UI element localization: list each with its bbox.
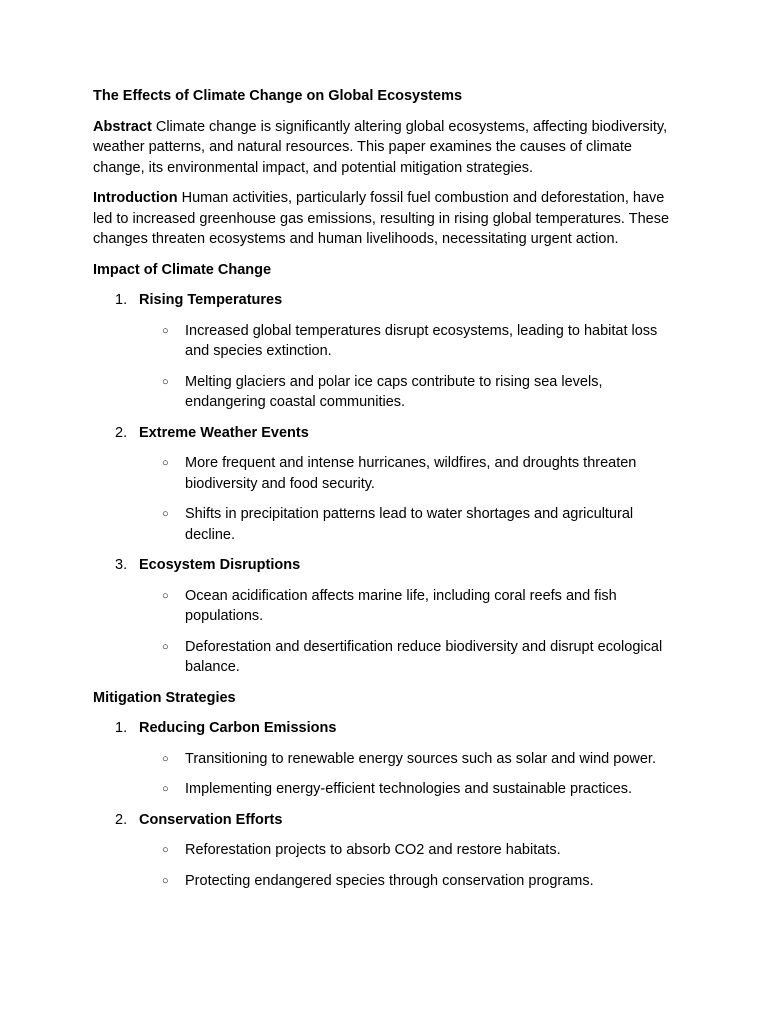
list-item	[93, 423, 683, 546]
abstract-paragraph	[93, 117, 683, 179]
list-item-header	[93, 718, 683, 739]
bullet-circle-icon: ○	[162, 874, 169, 887]
bullet-point	[93, 637, 683, 678]
bullet-text: Implementing energy-efficient technologies and sustainable practices.	[185, 781, 633, 797]
abstract-lead: Abstract	[93, 118, 152, 135]
bullet-point	[93, 586, 683, 627]
section-heading: Mitigation Strategies	[93, 689, 236, 706]
section-impact	[93, 260, 683, 678]
introduction-paragraph	[93, 188, 683, 250]
bullet-circle-icon: ○	[162, 640, 169, 653]
bullet-point	[93, 453, 683, 494]
bullet-text: Deforestation and desertification reduce biodiversity and disrupt ecological balance.	[185, 638, 663, 675]
list-item-title: Reducing Carbon Emissions	[139, 720, 337, 736]
bullet-text: Shifts in precipitation patterns lead to water shortages and agricultural decline.	[185, 506, 634, 543]
list-item-title: Extreme Weather Events	[139, 424, 309, 441]
document-page	[93, 86, 683, 901]
list-item-header	[93, 555, 683, 576]
bullet-text: Reforestation projects to absorb CO2 and restore habitats.	[185, 842, 561, 858]
bullet-circle-icon: ○	[162, 844, 169, 856]
list-item-title: Conservation Efforts	[139, 811, 283, 828]
bullet-circle-icon: ○	[162, 457, 169, 469]
introduction-text: Human activities, particularly fossil fuel combustion and deforestation, have led to increased greenhouse gas emissions, resulting in rising global temperatures. These changes threaten ecosystems and human livelihoods, necessitating urgent action.	[93, 190, 670, 247]
bullet-circle-icon: ○	[162, 324, 169, 337]
list-item-number: 2.	[115, 811, 128, 828]
list-item-header	[93, 290, 683, 311]
bullet-text: Ocean acidification affects marine life, including coral reefs and fish populations.	[185, 587, 617, 624]
bullet-text: Melting glaciers and polar ice caps contribute to rising sea levels, endangering coastal communities.	[185, 373, 603, 410]
list-item	[93, 718, 683, 800]
section-heading: Impact of Climate Change	[93, 261, 272, 278]
list-item-number: 3.	[115, 557, 128, 573]
document-title: The Effects of Climate Change on Global Ecosystems	[93, 88, 463, 104]
list-item-number: 1.	[115, 720, 128, 736]
bullet-point	[93, 749, 683, 770]
bullet-text: Increased global temperatures disrupt ecosystems, leading to habitat loss and species extinction.	[185, 322, 658, 359]
bullet-circle-icon: ○	[162, 508, 169, 520]
list-item-header	[93, 423, 683, 444]
list-item-header	[93, 810, 683, 831]
bullet-text: Transitioning to renewable energy sources such as solar and wind power.	[185, 750, 656, 767]
bullet-text: More frequent and intense hurricanes, wildfires, and droughts threaten biodiversity and food security.	[185, 455, 637, 492]
list-item-number: 2.	[115, 424, 128, 441]
list-item	[93, 555, 683, 678]
bullet-circle-icon: ○	[162, 375, 169, 388]
list-item	[93, 810, 683, 892]
list-item-title: Ecosystem Disruptions	[139, 557, 301, 573]
bullet-circle-icon: ○	[162, 752, 169, 765]
bullet-point	[93, 504, 683, 545]
list-item	[93, 290, 683, 413]
introduction-lead: Introduction	[93, 190, 178, 206]
bullet-point	[93, 779, 683, 800]
bullet-circle-icon: ○	[162, 783, 169, 795]
bullet-circle-icon: ○	[162, 589, 169, 602]
section-mitigation	[93, 688, 683, 892]
abstract-text: Climate change is significantly altering global ecosystems, affecting biodiversity, weather patterns, and natural resources. This paper examines the causes of climate change, its environmental impact, and potential mitigation strategies.	[93, 118, 668, 176]
bullet-point	[93, 840, 683, 861]
bullet-text: Protecting endangered species through conservation programs.	[185, 872, 594, 889]
bullet-point	[93, 372, 683, 413]
list-item-number: 1.	[115, 292, 128, 308]
bullet-point	[93, 871, 683, 892]
bullet-point	[93, 321, 683, 362]
list-item-title: Rising Temperatures	[139, 292, 283, 308]
